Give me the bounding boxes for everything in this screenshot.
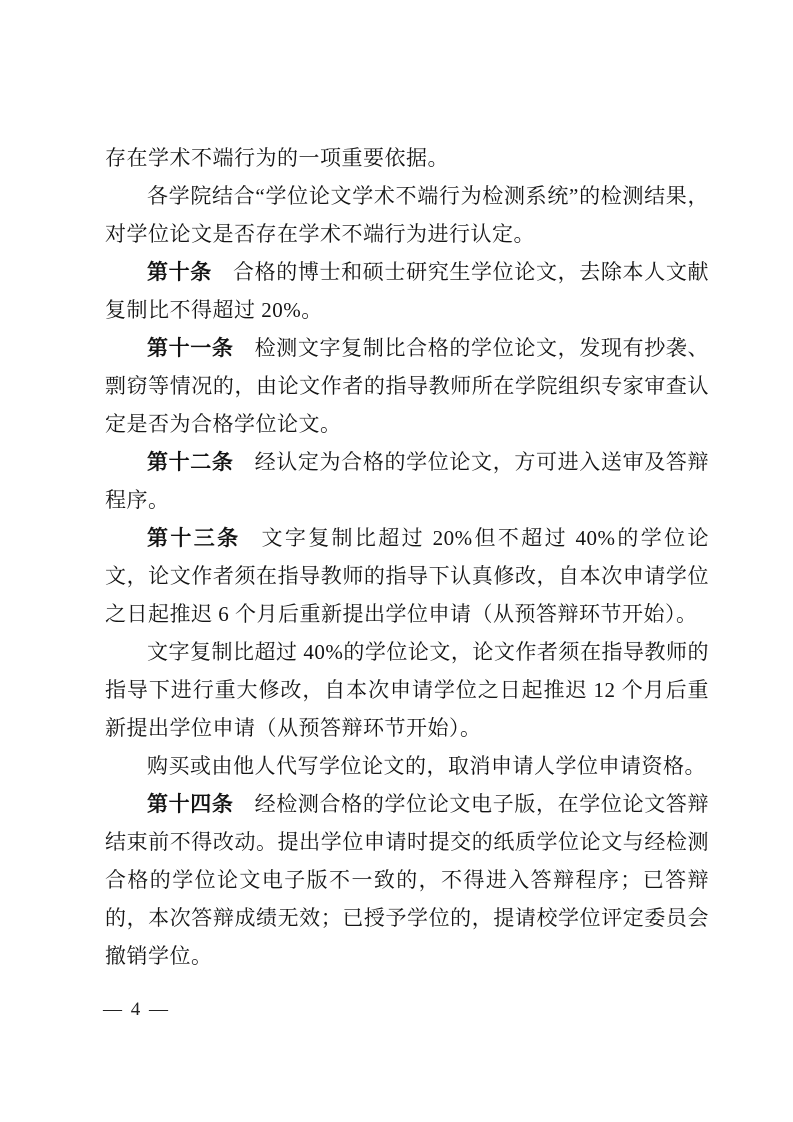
paragraph-text: 检测文字复制比合格的学位论文，发现有抄袭、剽窃等情况的，由论文作者的指导教师所在学院组织专家审查认定是否为合格学位论文。 — [105, 336, 710, 436]
paragraph-4 — [105, 329, 709, 443]
paragraph-5 — [105, 443, 709, 519]
paragraph-9 — [105, 785, 709, 975]
paragraph-text: 经检测合格的学位论文电子版，在学位论文答辩结束前不得改动。提出学位申请时提交的纸质学位论文与经检测合格的学位论文电子版不一致的，不得进入答辩程序；已答辩的，本次答辩成绩无效；已授予学位的，提请校学位评定委员会撤销学位。 — [105, 792, 710, 968]
article-number: 第十条 — [147, 260, 212, 284]
paragraph-3 — [105, 253, 709, 329]
article-number: 第十一条 — [147, 336, 234, 360]
paragraph-text: 经认定为合格的学位论文，方可进入送审及答辩程序。 — [105, 450, 710, 512]
paragraph-7 — [105, 633, 709, 747]
article-number: 第十三条 — [147, 526, 241, 550]
paragraph-text: 购买或由他人代写学位论文的，取消申请人学位申请资格。 — [147, 754, 706, 778]
paragraph-text: 存在学术不端行为的一项重要依据。 — [105, 146, 449, 170]
paragraph-text: 文字复制比超过 20%但不超过 40%的学位论文，论文作者须在指导教师的指导下认真修改，自本次申请学位之日起推迟 6 个月后重新提出学位申请（从预答辩环节开始）。 — [105, 526, 709, 626]
page-number: — 4 — — [103, 999, 170, 1020]
article-number: 第十四条 — [147, 792, 234, 816]
paragraph-text: 文字复制比超过 40%的学位论文，论文作者须在指导教师的指导下进行重大修改，自本次申请学位之日起推迟 12 个月后重新提出学位申请（从预答辩环节开始）。 — [105, 640, 709, 740]
paragraph-8 — [105, 747, 709, 785]
paragraph-text: 各学院结合“学位论文学术不端行为检测系统”的检测结果，对学位论文是否存在学术不端行为进行认定。 — [105, 184, 709, 246]
paragraph-2 — [105, 177, 709, 253]
document-body — [105, 139, 709, 975]
paragraph-1 — [105, 139, 709, 177]
article-number: 第十二条 — [147, 450, 234, 474]
paragraph-6 — [105, 519, 709, 633]
paragraph-text: 合格的博士和硕士研究生学位论文，去除本人文献复制比不得超过 20%。 — [105, 260, 709, 322]
